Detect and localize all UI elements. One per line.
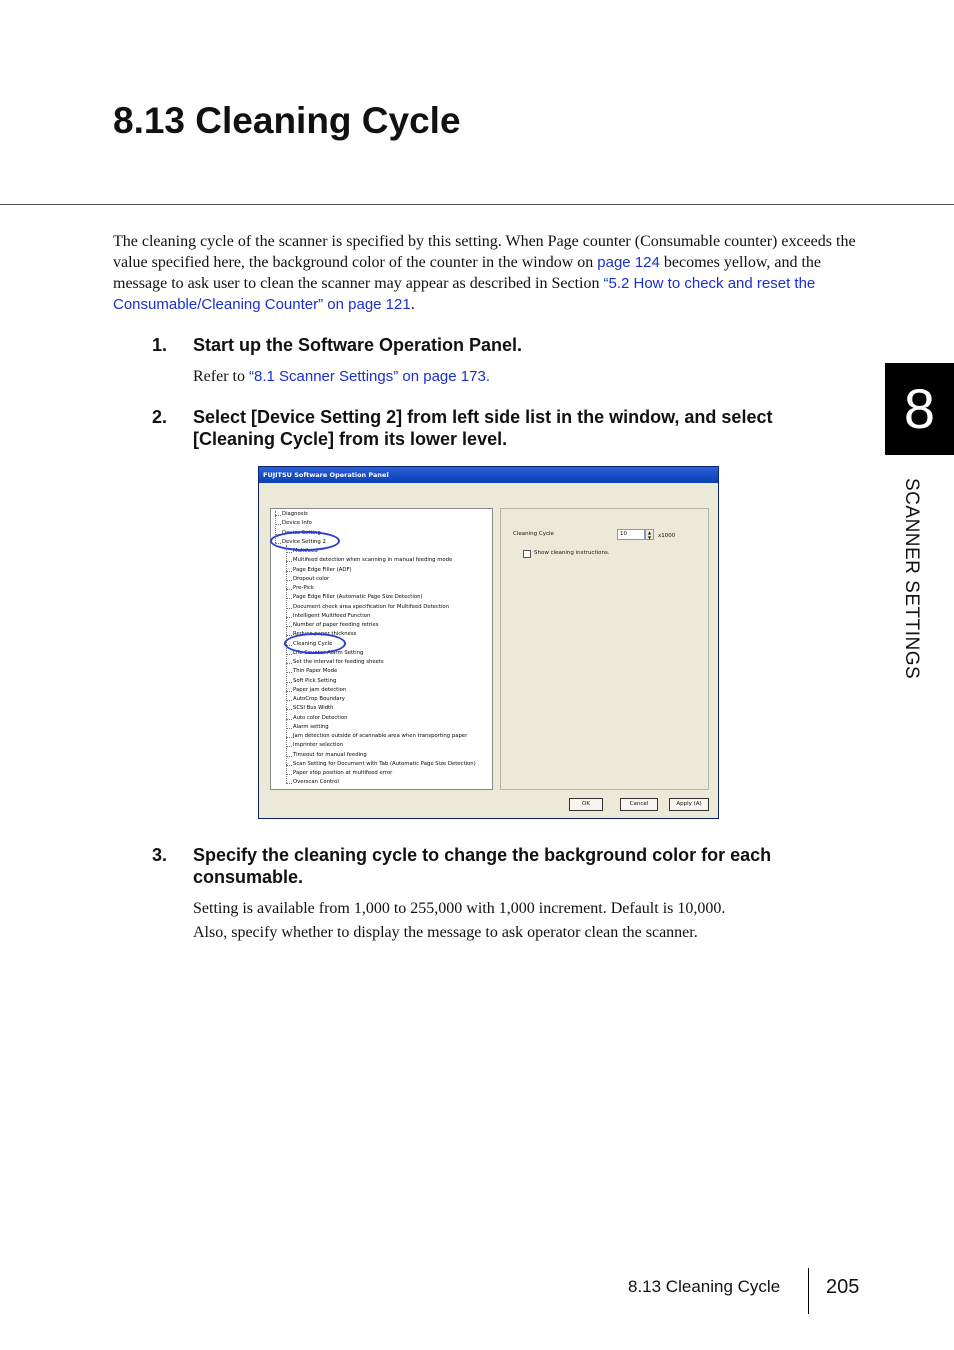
tree-subitem[interactable]: Document check area specification for Multifeed Detection: [293, 603, 449, 610]
footer-divider: [808, 1268, 809, 1314]
tree-subitem[interactable]: Alarm setting: [293, 723, 329, 730]
tree-subitem[interactable]: Cleaning Cycle: [293, 640, 333, 647]
tree-connector: [286, 783, 292, 784]
heading-rule: [0, 204, 954, 205]
step-number: 3.: [152, 845, 168, 865]
intro-text-3: .: [410, 296, 415, 313]
tree-subitem[interactable]: Multifeed detection when scanning in manual feeding mode: [293, 557, 453, 564]
step-text: Select [Device Setting 2] from left side list in the window, and select [Cleaning Cycle] from its lower level.: [193, 407, 773, 449]
tree-item[interactable]: Device Info: [282, 520, 312, 527]
tree-item[interactable]: Device Setting 2: [282, 538, 326, 545]
reference-prefix: Refer to: [193, 368, 249, 385]
highlight-cleaning-cycle: [284, 633, 346, 654]
window-titlebar: FUJITSU Software Operation Panel: [259, 467, 718, 483]
page-number: 205: [826, 1276, 860, 1298]
tree-subitem[interactable]: Jam detection outside of scannable area when transporting paper: [293, 733, 468, 739]
page-title: 8.13 Cleaning Cycle: [113, 100, 461, 141]
software-operation-panel-screenshot: [258, 466, 719, 819]
step-text: Start up the Software Operation Panel.: [193, 335, 523, 355]
tree-subitem[interactable]: Scan Setting for Document with Tab (Automatic Page Size Detection): [293, 760, 476, 767]
tree-subitem[interactable]: AutoCrop Boundary: [293, 696, 345, 702]
ok-button[interactable]: OK: [569, 798, 603, 811]
step-3-detail-1: Setting is available from 1,000 to 255,000 with 1,000 increment. Default is 10,000.: [193, 900, 726, 917]
tree-subitem[interactable]: Number of paper feeding retries: [293, 622, 379, 628]
cleaning-cycle-input[interactable]: 10: [617, 529, 645, 540]
tree-item[interactable]: Diagnosis: [282, 511, 308, 517]
tree-connector: [286, 545, 287, 783]
show-instructions-label: Show cleaning instructions.: [534, 550, 610, 556]
cleaning-cycle-label: Cleaning Cycle: [513, 531, 554, 537]
intro-paragraph: [113, 231, 863, 315]
cleaning-cycle-unit: x1000: [658, 533, 676, 539]
highlight-device-setting-2: [270, 531, 340, 551]
spin-buttons[interactable]: ▲ ▼: [645, 529, 654, 540]
tree-subitem[interactable]: Dropout color: [293, 575, 330, 582]
tree-subitem[interactable]: Auto color Detection: [293, 714, 348, 721]
footer-title: 8.13 Cleaning Cycle: [628, 1277, 781, 1296]
settings-panel: [500, 508, 709, 790]
show-instructions-checkbox[interactable]: [523, 550, 531, 558]
tree-subitem[interactable]: Soft Pick Setting: [293, 677, 337, 684]
apply-button[interactable]: Apply (A): [669, 798, 709, 811]
tree-subitem[interactable]: Reduce paper thickness: [293, 631, 357, 638]
intro-text-1: The cleaning cycle of the scanner is specified by this setting. When Page counter (Consumable counter) exceeds the value specified here, the background color of the counter in the window on: [113, 233, 856, 271]
chapter-tab: 8: [885, 363, 954, 455]
tree-subitem[interactable]: Intelligent Multifeed Function: [293, 612, 371, 619]
tree-subitem[interactable]: Thin Paper Mode: [293, 668, 338, 675]
step-1-reference: [193, 365, 833, 389]
tree-subitem[interactable]: Life Counter Alarm Setting: [293, 649, 364, 656]
tree-subitem[interactable]: Overscan Control: [293, 779, 339, 786]
tree-subitem[interactable]: Imprinter selection: [293, 742, 344, 749]
link-section-5-2[interactable]: “5.2 How to check and reset the Consumable/Cleaning Counter” on page 121: [113, 275, 816, 313]
tree-subitem[interactable]: Pre-Pick: [293, 585, 314, 591]
intro-text-2: becomes yellow, and the message to ask user to clean the scanner may appear as described in Section: [113, 254, 821, 292]
tree-subitem[interactable]: Page Edge Filler (Automatic Page Size Detection): [293, 594, 423, 601]
step-3-detail-2: Also, specify whether to display the message to ask operator clean the scanner.: [193, 924, 698, 941]
tree-subitem[interactable]: Multifeed: [293, 548, 318, 554]
chapter-title: SCANNER SETTINGS: [901, 478, 922, 680]
tree-subitem[interactable]: Paper jam detection: [293, 686, 347, 693]
cancel-button[interactable]: Cancel: [620, 798, 658, 811]
link-scanner-settings[interactable]: “8.1 Scanner Settings” on page 173.: [248, 368, 490, 385]
link-page-124[interactable]: page 124: [597, 254, 660, 271]
tree-subitem[interactable]: Timeout for manual feeding: [293, 751, 367, 758]
step-number: 2.: [152, 407, 168, 427]
step-number: 1.: [152, 335, 168, 355]
tree-subitem[interactable]: Paper stop position at multifeed error: [293, 770, 393, 776]
tree-subitem[interactable]: Page Edge Filler (ADF): [293, 566, 352, 573]
tree-subitem[interactable]: SCSI Bus Width: [293, 705, 334, 712]
tree-subitem[interactable]: Set the interval for feeding sheets: [293, 659, 384, 665]
step-text: Specify the cleaning cycle to change the background color for each consumable.: [193, 845, 772, 887]
tree-item[interactable]: Device Setting: [282, 529, 321, 536]
